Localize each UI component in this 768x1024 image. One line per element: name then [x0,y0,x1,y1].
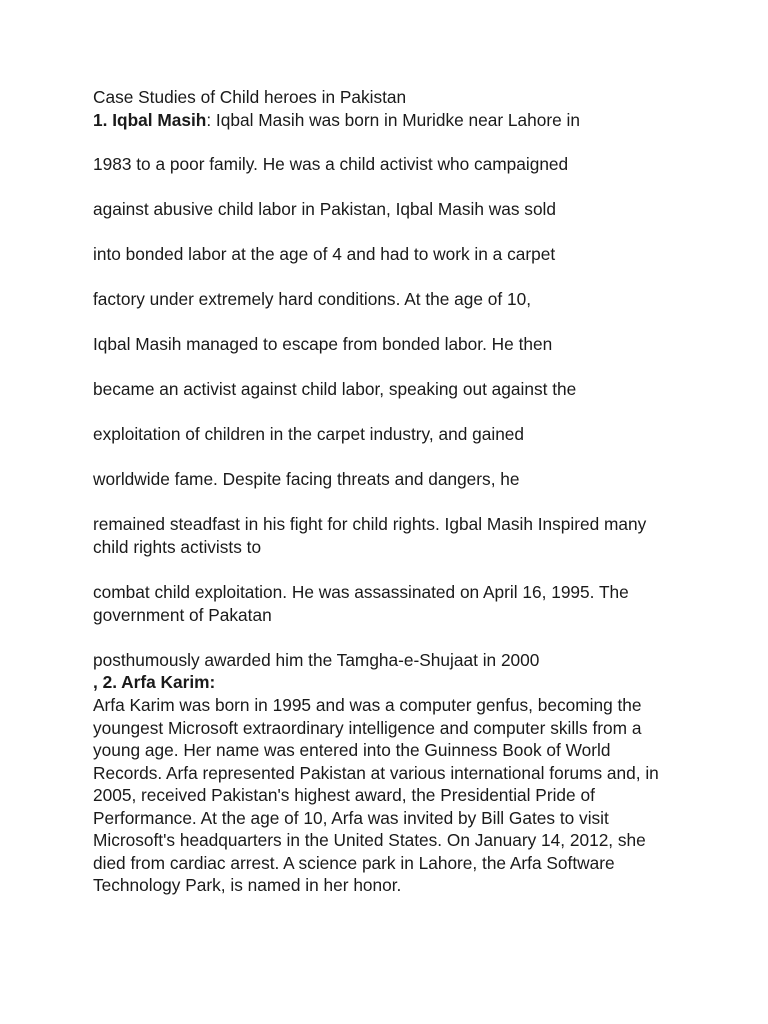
section1-line: 1983 to a poor family. He was a child activist who campaigned [93,154,569,174]
section1-line: Iqbal Masih managed to escape from bonded labor. He then [93,334,553,354]
section1-lead: : Iqbal Masih was born in Muridke near Lahore in [206,110,580,130]
section1-line: against abusive child labor in Pakistan, Iqbal Masih was sold [93,199,557,219]
section1-heading: 1. Iqbal Masih [93,110,207,130]
section1-line: exploitation of children in the carpet industry, and gained [93,424,525,444]
section1-line: remained steadfast in his fight for child rights. Igbal Masih Inspired many child rights activists to [93,514,647,557]
section1-line: posthumously awarded him the Tamgha-e-Shujaat in 2000 [93,650,540,670]
section1-line: became an activist against child labor, speaking out against the [93,379,577,399]
section2-body: Arfa Karim was born in 1995 and was a computer genfus, becoming the youngest Microsoft extraordinary intelligence and computer skills from a young age. Her name was entered into the Guinness Book of World Records. Arfa represented Pakistan at various international forums and, in 2005, received Pakistan's highest award, the Presidential Pride of Performance. At the age of 10, Arfa was invited by Bill Gates to visit Microsoft's headquarters in the United States. On January 14, 2012, she died from cardiac arrest. A science park in Lahore, the Arfa Software Technology Park, is named in her honor. [93,695,659,895]
section2-heading: , 2. Arfa Karim: [93,672,216,692]
section1-first-line [93,109,683,132]
section1-line: combat child exploitation. He was assassinated on April 16, 1995. The government of Pakatan [93,582,629,625]
section1-line: worldwide fame. Despite facing threats and dangers, he [93,469,520,489]
section1-line: factory under extremely hard conditions. At the age of 10, [93,289,532,309]
section1-line: into bonded labor at the age of 4 and had to work in a carpet [93,244,556,264]
document-title: Case Studies of Child heroes in Pakistan [93,87,407,107]
